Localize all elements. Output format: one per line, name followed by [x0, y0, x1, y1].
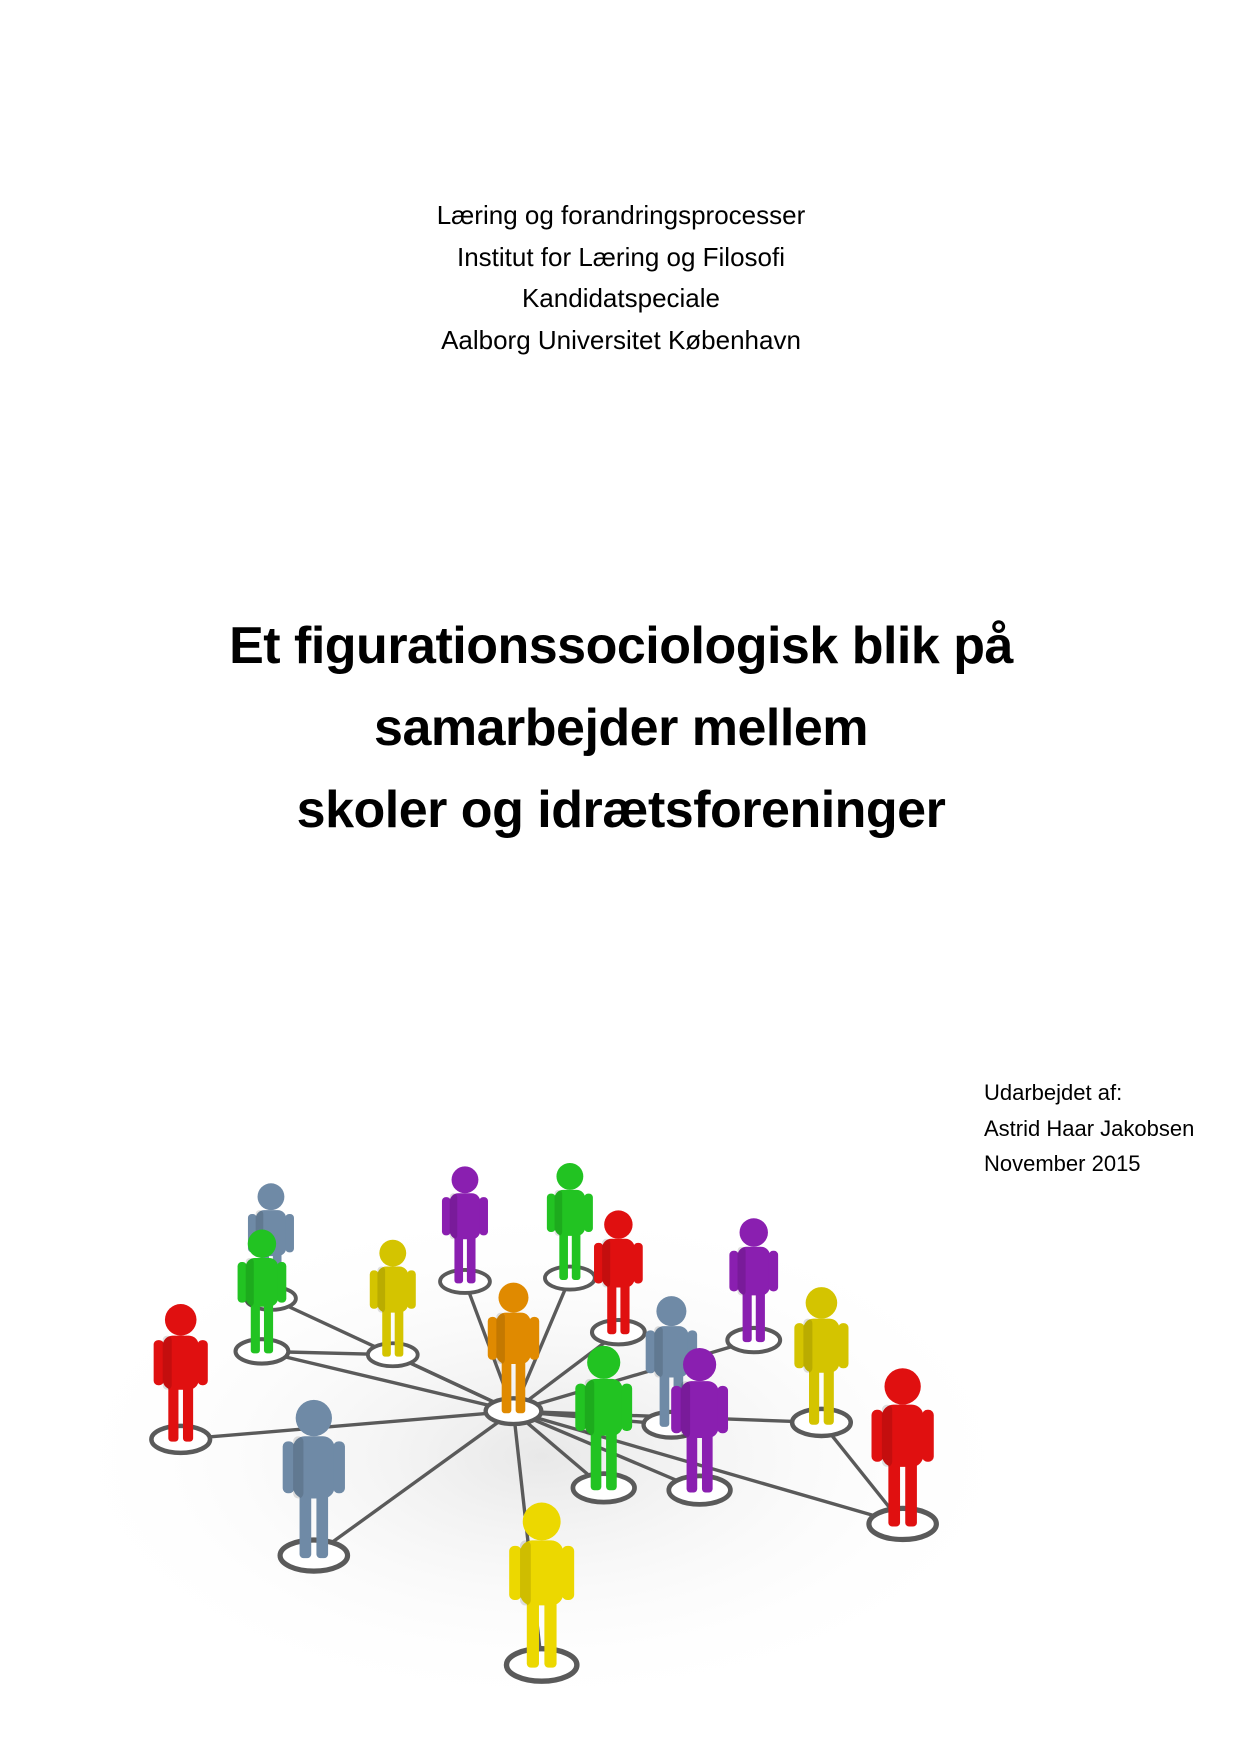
head-icon: [523, 1503, 561, 1541]
university-name: Aalborg Universitet København: [441, 324, 801, 355]
title-line: samarbejder mellem: [374, 699, 868, 757]
cover-header: [0, 195, 1242, 361]
head-icon: [296, 1400, 332, 1436]
head-icon: [258, 1183, 285, 1210]
head-icon: [498, 1283, 528, 1313]
head-icon: [165, 1304, 197, 1336]
author-name: Astrid Haar Jakobsen: [984, 1115, 1195, 1141]
head-icon: [248, 1230, 276, 1258]
head-icon: [683, 1348, 716, 1381]
person-figure: [545, 1163, 595, 1290]
head-icon: [656, 1296, 686, 1326]
prepared-by-label: Udarbejdet af:: [984, 1080, 1123, 1105]
head-icon: [884, 1368, 920, 1404]
title-line: Et figurationssociologisk blik på: [229, 617, 1013, 675]
thesis-title: [0, 605, 1242, 851]
head-icon: [556, 1163, 583, 1190]
institute-name: Institut for Læring og Filosofi: [456, 241, 786, 272]
program-name: Læring og forandringsprocesser: [436, 200, 806, 230]
head-icon: [587, 1346, 620, 1379]
people-network-illustration: [54, 1163, 1035, 1727]
person-figure: [440, 1166, 490, 1293]
thesis-type: Kandidatspeciale: [521, 283, 721, 313]
head-icon: [806, 1287, 838, 1319]
head-icon: [740, 1218, 768, 1246]
date: November 2015: [984, 1151, 1141, 1176]
head-icon: [452, 1166, 479, 1193]
title-line: skoler og idrætsforeninger: [296, 781, 946, 839]
head-icon: [604, 1210, 632, 1238]
head-icon: [379, 1240, 406, 1267]
